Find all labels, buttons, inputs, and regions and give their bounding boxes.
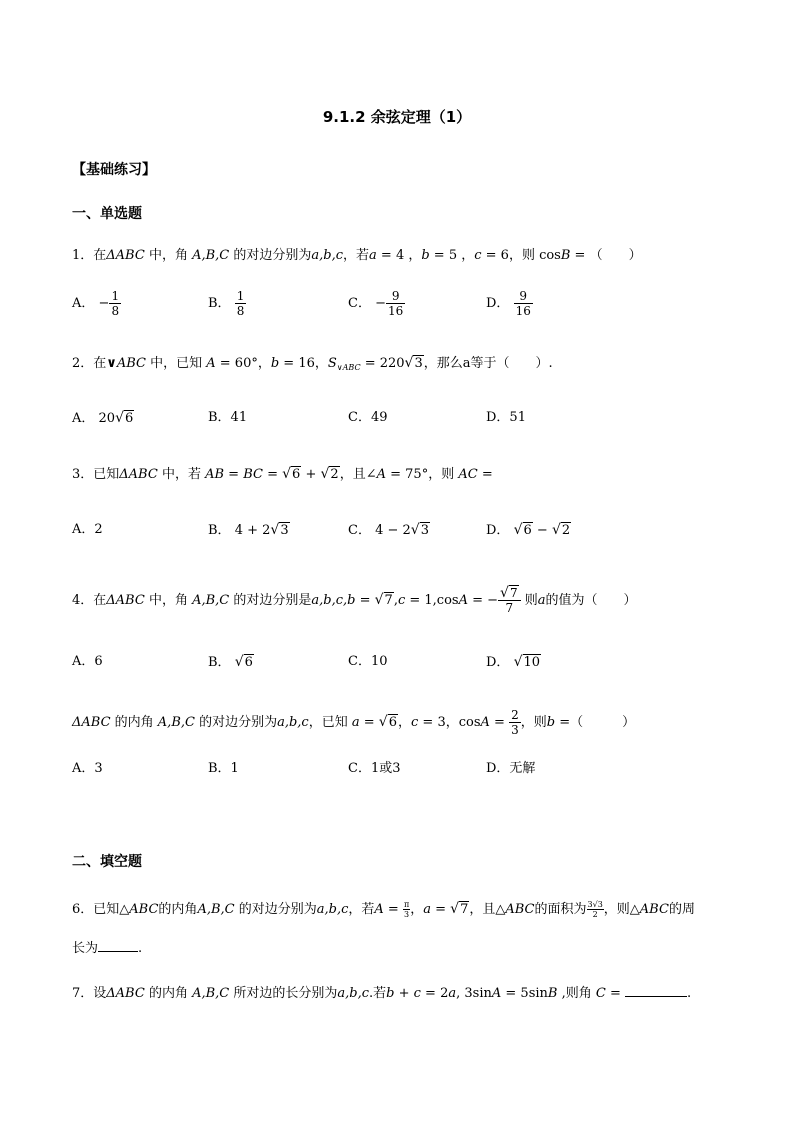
q1-option-c[interactable]: C． − $\frac{9}{16}$ [348, 289, 404, 318]
question-1: 1．在ΔABC 中，角 A,B,C 的对边分别为a,b,c，若a = 4 ，b = 5 ，c = 6，则 cosB = （ ） [72, 248, 642, 263]
q5-option-a[interactable]: A．3 [72, 761, 103, 776]
q5-option-c[interactable]: C．1或3 [348, 761, 401, 776]
q1-option-a[interactable]: A． − $\frac{1}{8}$ [72, 289, 120, 318]
q3-option-b[interactable]: B． 4 + 2√3 [208, 522, 289, 538]
q5-option-d[interactable]: D．无解 [486, 761, 536, 776]
question-6-line1: 6．已知△ABC的内角A,B,C 的对边分别为a,b,c，若A = $\frac{\pi}{3}$ ，a = √7，且△ABC的面积为 $\frac{3√3}{2}$ ，则△ABC的周 [72, 900, 695, 919]
question-2: 2．在∨ABC 中，已知 A = 60°，b = 16，$S_{\vee ABC} = 220√3$，那么a等于（ ）. [72, 355, 553, 372]
section-single-choice: 一、单选题 [72, 206, 142, 222]
q3-option-c[interactable]: C． 4 − 2√3 [348, 522, 429, 538]
q7-answer-blank[interactable] [625, 996, 687, 997]
q6-answer-blank[interactable] [98, 951, 138, 952]
q2-option-a[interactable]: A． 20√6 [72, 410, 134, 426]
q4-option-d[interactable]: D． √10 [486, 654, 541, 670]
q4-option-c[interactable]: C．10 [348, 654, 388, 669]
question-7: 7．设ΔABC 的内角 A,B,C 所对边的长分别为a,b,c.若b + c = 2a, 3sinA = 5sinB ,则角 C = . [72, 986, 692, 1001]
section-fill-in: 二、填空题 [72, 854, 142, 870]
q3-option-d[interactable]: D． √6 − √2 [486, 522, 571, 538]
q1-option-b[interactable]: B． $\frac{1}{8}$ [208, 289, 245, 318]
section-basic-practice: 【基础练习】 [72, 162, 156, 178]
q4-option-b[interactable]: B． √6 [208, 654, 253, 670]
q5-option-b[interactable]: B．1 [208, 761, 239, 776]
q1-option-d[interactable]: D． $\frac{9}{16}$ [486, 289, 531, 318]
q2-option-b[interactable]: B．41 [208, 410, 248, 425]
q3-option-a[interactable]: A．2 [72, 522, 103, 537]
question-4: 4．在ΔABC 中，角 A,B,C 的对边分别是a,b,c,b = √7,c = 1,cosA = − $\frac{√7}{7}$ 则a的值为（ ） [72, 585, 637, 615]
page-title: 9.1.2 余弦定理（1） [322, 108, 472, 126]
q2-option-d[interactable]: D．51 [486, 410, 526, 425]
question-3: 3．已知ΔABC 中，若 AB = BC = √6 + √2，且∠A = 75°，则 AC = [72, 466, 493, 482]
q2-option-c[interactable]: C．49 [348, 410, 388, 425]
q4-option-a[interactable]: A．6 [72, 654, 103, 669]
question-5: ΔABC 的内角 A,B,C 的对边分别为a,b,c，已知 a = √6，c = 3，cosA = $\frac{2}{3}$ ，则b =（ ） [72, 708, 636, 737]
question-6-line2: 长为 . [72, 941, 143, 956]
